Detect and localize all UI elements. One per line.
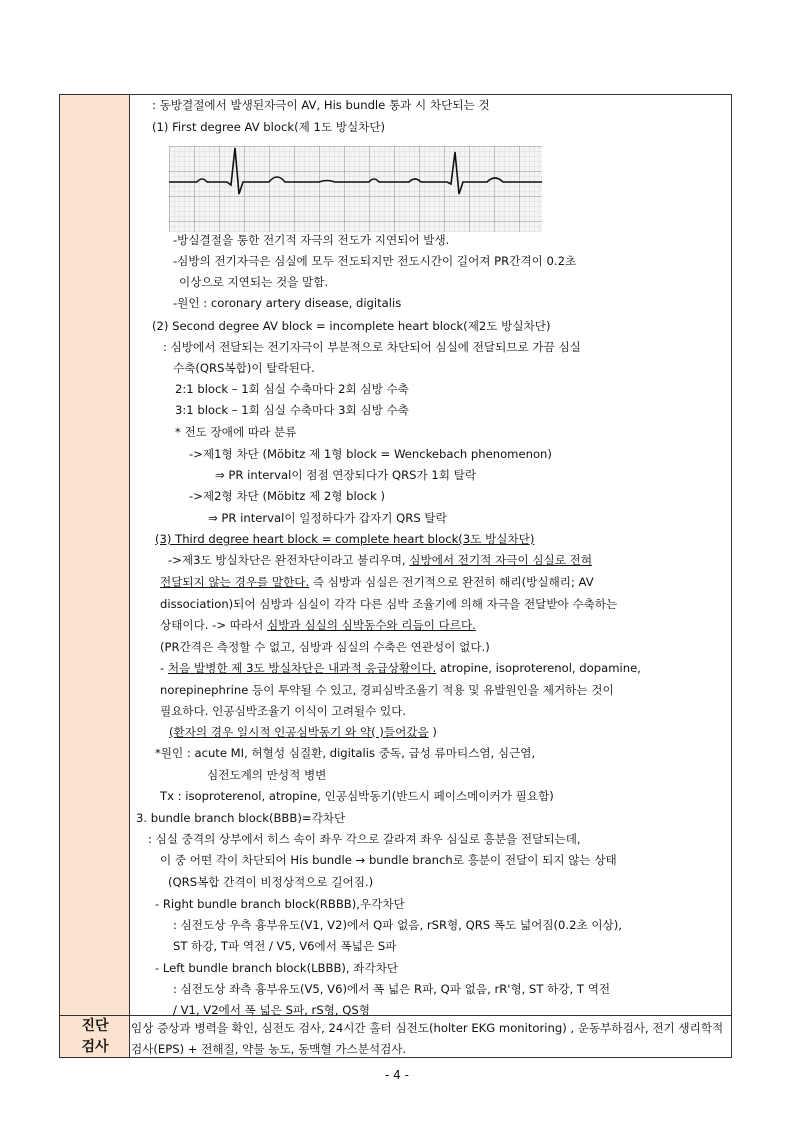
page-number: - 4 - [385,1068,409,1082]
cause-list-cont: 심전도계의 만성적 병변 [207,768,327,782]
emergency-note-a: - [160,661,168,675]
lbbb-desc: : 심전도상 좌측 흉부유도(V5, V6)에서 폭 넓은 R파, Q파 없음, rR'형, ST 하강, T 역전 [173,982,611,996]
emergency-note-b: 처음 발병한 제 3도 방실차단은 내과적 응급상황이다. [167,661,437,675]
drug-note: norepinephrine 등이 투약될 수 있고, 경피심박조율기 적용 및 유발원인을 제거하는 것이 [160,683,614,697]
patient-note-a: (환자의 경우 일시적 인공심박동기 와 약( )들어갔음 [169,725,429,739]
second-degree-desc: : 심방에서 전달되는 전기자극이 부분적으로 차단되어 심실에 전달되므로 가끔 심실 [163,340,581,354]
first-degree-point2-cont: 이상으로 지연되는 것을 말함. [179,275,329,289]
pr-interval-note: (PR간격은 측정할 수 없고, 심방과 심실의 수축은 연관성이 없다.) [160,640,490,654]
third-degree-heading: (3) Third degree heart block = complete heart block(3도 방실차단) [155,532,535,546]
third-degree-desc-a: ->제3도 방실차단은 완전차단이라고 불리우며, [168,553,410,567]
first-degree-cause: -원인 : coronary artery disease, digitalis [173,296,402,310]
ecg-strip-image [169,146,542,232]
pacemaker-note: 필요하다. 인공심박조율기 이식이 고려될수 있다. [160,704,407,718]
patient-note-b: ) [428,725,437,739]
bbb-desc-cont: 이 중 어떤 각이 차단되어 His bundle → bundle branch로 흥분이 전달이 되지 않는 상태 [160,853,617,867]
second-degree-desc-cont: 수축(QRS복합)이 탈락된다. [173,361,315,375]
second-degree-heading: (2) Second degree AV block = incomplete heart block(제2도 방실차단) [152,319,551,333]
row-divider [60,1015,731,1016]
lbbb-heading: - Left bundle branch block(LBBB), 좌각차단 [155,961,399,975]
third-degree-desc-4a: 상태이다. -> 따라서 [160,618,268,632]
third-degree-desc-2a: 전달되지 않는 경우를 말한다. [160,575,310,589]
third-degree-desc-3: dissociation)되어 심방과 심실이 각각 다른 심박 조율기에 의해 자극을 전달받아 수축하는 [160,597,618,611]
emergency-note-c: atropine, isoproterenol, dopamine, [436,661,641,675]
type2-block: ->제2형 차단 (Möbitz 제 2형 block ) [189,489,386,503]
third-degree-desc-2b: 즉 심방과 심실은 전기적으로 완전히 해리(방실해리; AV [309,575,594,589]
third-degree-desc-4b: 심방과 심실의 심박동수와 리듬이 다르다. [267,618,476,632]
classification-note: * 전도 장애에 따라 분류 [175,425,297,439]
av-block-definition: : 동방결절에서 발생된자극이 AV, His bundle 통과 시 차단되는 것 [152,98,490,112]
rbbb-desc: : 심전도상 우측 흉부유도(V1, V2)에서 Q파 없음, rSR형, QRS 폭도 넓어짐(0.2초 이상), [173,918,622,932]
block-3to1: 3:1 block – 1회 심실 수축마다 3회 심방 수축 [175,403,409,417]
type2-detail: ⇒ PR interval이 일정하다가 갑자기 QRS 탈락 [208,511,447,525]
left-label-column [60,95,130,1057]
diagnosis-label [60,1016,130,1058]
type1-detail: ⇒ PR interval이 점점 연장되다가 QRS가 1회 탈락 [215,468,477,482]
bbb-heading: 3. bundle branch block(BBB)=각차단 [136,811,346,825]
third-degree-desc [168,552,592,568]
rbbb-heading: - Right bundle branch block(RBBB),우각차단 [155,897,405,911]
patient-note [169,724,437,740]
rbbb-desc-cont: ST 하강, T파 역전 / V5, V6에서 폭넓은 S파 [173,939,397,953]
type1-block: ->제1형 차단 (Möbitz 제 1형 block = Wenckebach phenomenon) [189,447,552,461]
lbbb-desc-cont: / V1, V2에서 폭 넓은 S파, rS형, QS형 [173,1003,370,1017]
third-degree-desc-2 [160,574,594,590]
diagnosis-label-line2: 검사 [81,1039,109,1055]
treatment-note: Tx : isoproterenol, atropine, 인공심박동기(반드시 페이스메이커가 필요함) [160,789,554,803]
diagnosis-text: 임상 증상과 병력을 확인, 심전도 검사, 24시간 홀터 심전도(holter EKG monitoring) , 운동부하검사, 전기 생리학적 검사(EPS) + 전해질, 약물 농도, 동맥혈 가스분석검사. [131,1021,724,1056]
first-degree-heading: (1) First degree AV block(제 1도 방실차단) [152,120,386,134]
diagnosis-label-line1: 진단 [81,1018,109,1034]
third-degree-desc-4 [160,617,476,633]
first-degree-point1: -방실결절을 통한 전기적 자극의 전도가 지연되어 발생. [173,233,450,247]
bbb-desc-qrs: (QRS복합 간격이 비정상적으로 길어짐.) [168,875,374,889]
block-2to1: 2:1 block – 1회 심실 수축마다 2회 심방 수축 [175,382,409,396]
third-degree-desc-b: 심방에서 전기적 자극이 심실로 전혀 [409,553,593,567]
first-degree-point2: -심방의 전기자극은 심실에 모두 전도되지만 전도시간이 길어져 PR간격이 0.2초 [173,254,577,268]
cause-list: *원인 : acute MI, 허혈성 심질환, digitalis 중독, 급성 류마티스염, 심근염, [155,746,536,760]
emergency-note [160,660,641,676]
bbb-desc: : 심실 중격의 상부에서 히스 속이 좌우 각으로 갈라져 좌우 심실로 흥분을 전달되는데, [148,832,581,846]
